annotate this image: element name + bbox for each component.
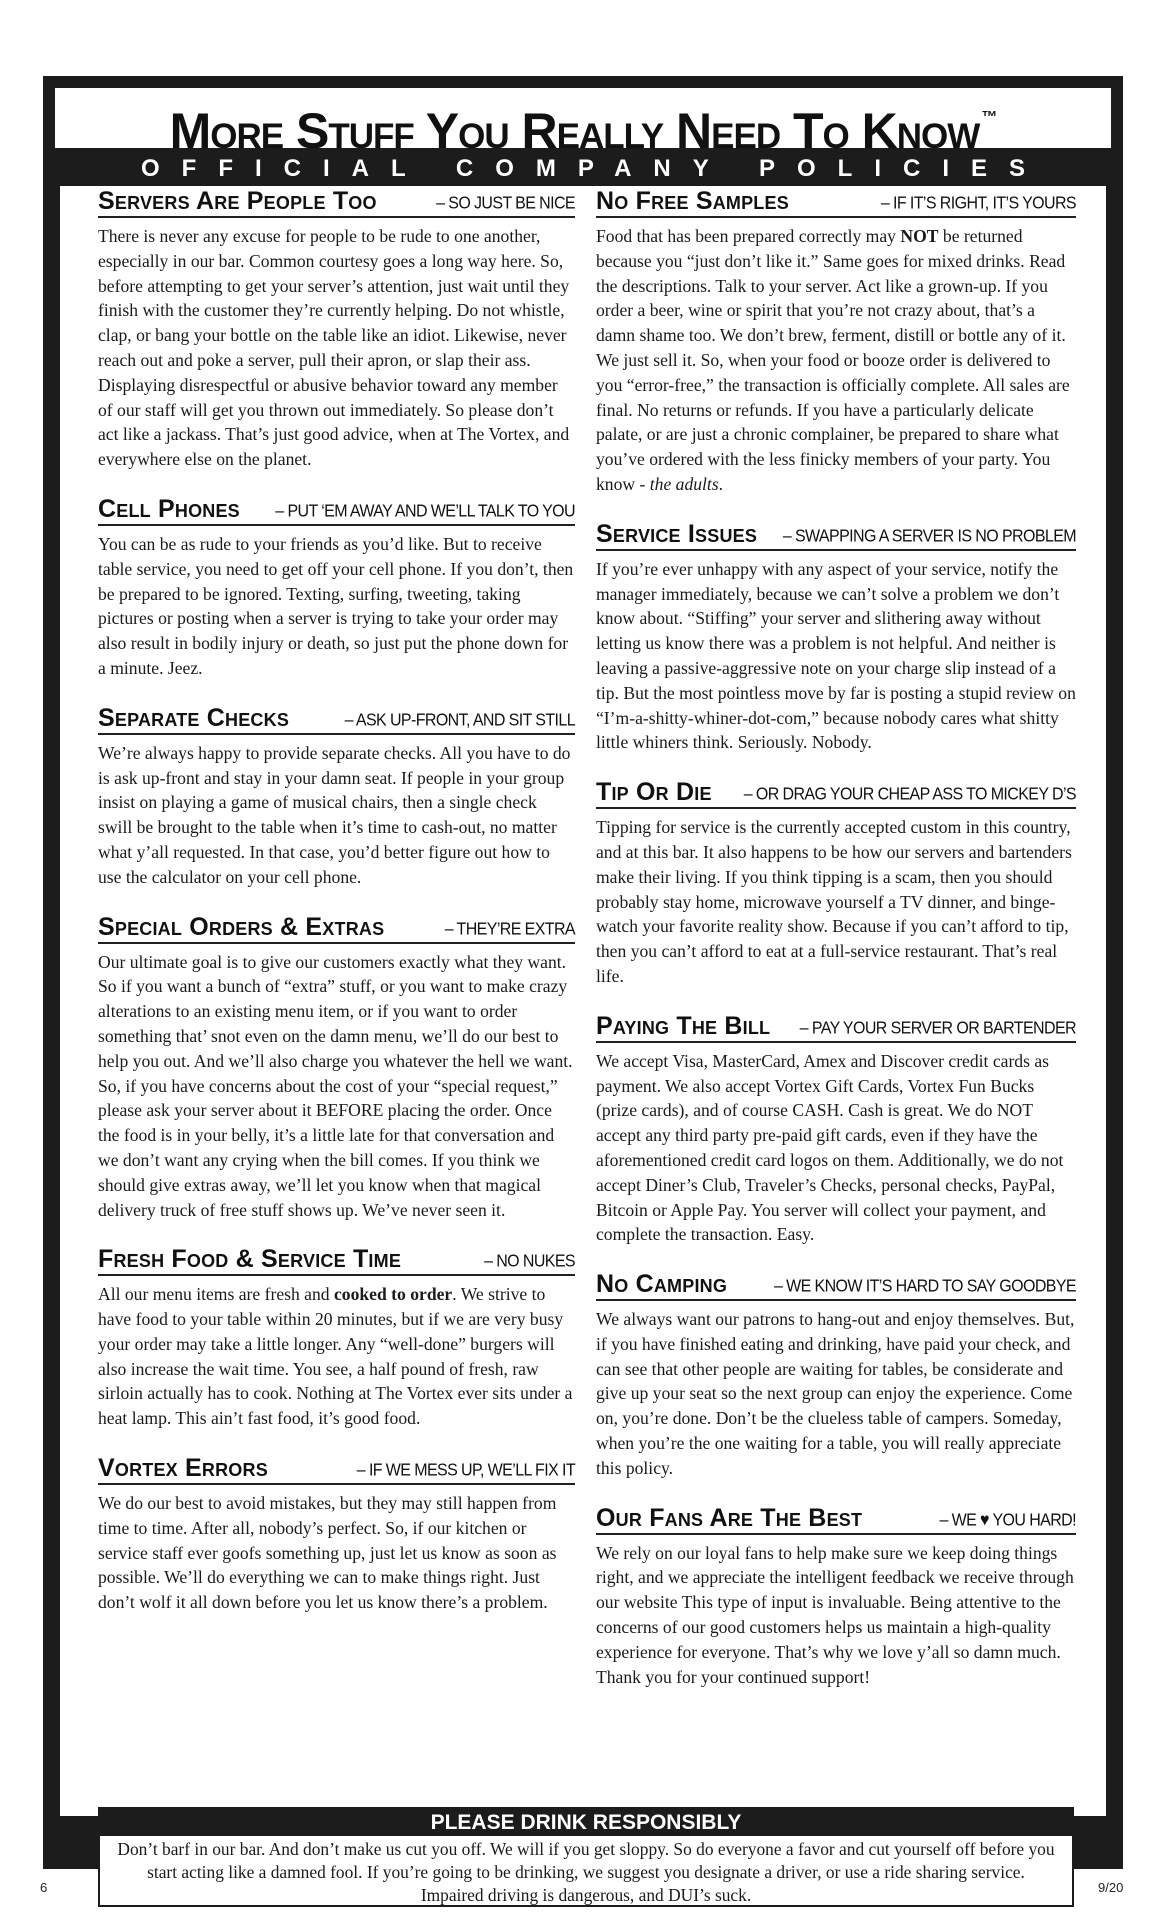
- section-body: All our menu items are fresh and cooked to order. We strive to have food to your table within 20 minutes, but if we are very busy your order may take a little longer. Any “well-done” burgers will also increase the wait time. You see, a half pound of fresh, raw sirloin actually has to cook. Nothing at The Vortex ever sits under a heat lamp. This ain’t fast food, it’s good food.: [98, 1284, 573, 1429]
- section-title: Service Issues: [596, 519, 758, 548]
- section-header: [596, 519, 1076, 551]
- section-body: Our ultimate goal is to give our customers exactly what they want. So if you want a bunch of “extra” stuff, or you want to make crazy alterations to an existing menu item, or if you want to order something that’ snot even on the damn menu, we’ll do our best to help you out. And we’ll also charge you whatever the hell we want. So, if you have concerns about the cost of your “special request,” please ask your server about it BEFORE placing the order. Once the food is in your belly, it’s a little late for that conversation and we don’t want any crying when the bill comes. If you think we should give extras away, we’ll let you know when that magical delivery truck of free stuff shows up. We’ve never seen it.: [98, 951, 573, 1220]
- section-header: [596, 186, 1076, 218]
- section-tagline: – SWAPPING A SERVER IS NO PROBLEM: [782, 526, 1076, 546]
- trademark-symbol: ™: [981, 109, 997, 126]
- section-body: We accept Visa, MasterCard, Amex and Discover credit cards as payment. We also accept Vortex Gift Cards, Vortex Fun Bucks (prize cards), and of course CASH. Cash is great. We do NOT accept any third party pre-paid gift cards, even if they have the aforementioned credit card logos on them. Additionally, we do not accept Diner’s Club, Traveler’s Checks, personal checks, PayPal, Bitcoin or Apple Pay. You server will collect your payment, and complete the transaction. Easy.: [596, 1050, 1064, 1245]
- section-no-camping: [596, 1269, 1076, 1481]
- section-tagline: – IF IT’S RIGHT, IT’S YOURS: [880, 193, 1076, 213]
- section-header: [596, 1503, 1076, 1535]
- section-tagline: – THEY’RE EXTRA: [444, 919, 575, 939]
- section-title: No Free Samples: [596, 187, 789, 215]
- section-header: [98, 494, 575, 526]
- section-cell-phones: [98, 494, 575, 681]
- section-body: We always want our patrons to hang-out and enjoy themselves. But, if you have finished eating and drinking, have paid your check, and can see that other people are waiting for tables, be considerate and give up your seat so the next group can enjoy the experience. Come on, you’re done. Don’t be the clueless table of campers. Someday, when you’re the one waiting for a table, you will really appreciate this policy.: [596, 1309, 1075, 1478]
- section-body: We rely on our loyal fans to help make sure we keep doing things right, and we appreciate the intelligent feedback we receive through our website This type of input is invaluable. Being attentive to the concerns of our good customers helps us maintain a high-quality experience for everyone. That’s why we love y’all so damn much. Thank you for your continued support!: [596, 1542, 1074, 1687]
- date-code: 9/20: [1098, 1880, 1124, 1895]
- section-body: We do our best to avoid mistakes, but they may still happen from time to time. After all, nobody’s perfect. So, if our kitchen or service staff ever goofs something up, just let us know as soon as possible. We’ll do everything we can to make things right. Just don’t wolf it all down before you let us know there’s a problem.: [98, 1493, 557, 1613]
- section-service-issues: [596, 519, 1076, 755]
- page-subtitle: OFFICIAL COMPANY POLICIES: [140, 155, 1048, 182]
- page-number: 6: [40, 1880, 48, 1895]
- section-title: Cell Phones: [98, 494, 240, 523]
- section-vortex-errors: [98, 1453, 575, 1615]
- section-header: [596, 1269, 1076, 1301]
- section-body: You can be as rude to your friends as you’d like. But to receive table service, you need to get off your cell phone. If you don’t, then be prepared to be ignored. Texting, surfing, tweeting, taking pictures or posting when a server is trying to take your order may also result in bodily injury or death, so just put the phone down for a minute. Jeez.: [98, 533, 574, 678]
- section-tagline: – SO JUST BE NICE: [436, 193, 575, 213]
- drink-responsibly-body: Don’t barf in our bar. And don’t make us cut you off. We will if you get sloppy. So do everyone a favor and cut yourself off before you start acting like a damned fool. If you’re going to be drinking, we suggest you designate a driver, or use a ride sharing service. Impaired driving is dangerous, and DUI’s suck.: [117, 1839, 1055, 1905]
- section-title: Separate Checks: [98, 703, 290, 732]
- section-our-fans: [596, 1503, 1076, 1690]
- section-header: [596, 777, 1076, 809]
- section-tagline: – ASK UP-FRONT, AND SIT STILL: [344, 710, 575, 730]
- section-tagline: – IF WE MESS UP, WE’LL FIX IT: [356, 1460, 575, 1480]
- section-title: Paying The Bill: [596, 1011, 771, 1040]
- section-special-orders: [98, 912, 575, 1223]
- section-body: Food that has been prepared correctly may NOT be returned because you “just don’t like it.” Same goes for mixed drinks. Read the descriptions. Talk to your server. Act like a grown-up. If you order a beer, wine or spirit that you’re not crazy about, that’s a damn shame too. We don’t brew, ferment, distill or bottle any of it. We just sell it. So, when your food or booze order is delivered to you “error-free,” the transaction is officially complete. All sales are final. No returns or refunds. If you have a particularly delicate palate, or are just a chronic complainer, be prepared to share what you’ve ordered with the less finicky members of your party. You know - the adults.: [596, 226, 1070, 494]
- section-tagline: – PUT ‘EM AWAY AND WE’LL TALK TO YOU: [275, 501, 575, 521]
- masthead: [55, 88, 1111, 159]
- emphasis-italic: the adults: [649, 473, 719, 494]
- section-header: [98, 912, 575, 944]
- section-header: [98, 186, 575, 218]
- section-header: [98, 703, 575, 735]
- section-tagline: – OR DRAG YOUR CHEAP ASS TO MICKEY D’S: [743, 784, 1076, 804]
- emphasis-bold: NOT: [900, 226, 939, 246]
- section-fresh-food: [98, 1244, 575, 1431]
- section-body: There is never any excuse for people to be rude to one another, especially in our bar. Common courtesy goes a long way here. So, before attempting to get your server’s attention, just wait until they finish with the customer they’re currently helping. Do not whistle, clap, or bang your bottle on the table like an idiot. Likewise, never reach out and poke a server, pull their apron, or slap their ass. Displaying disrespectful or abusive behavior toward any member of our staff will get you thrown out immediately. So please don’t act like a jackass. That’s just good advice, when at The Vortex, and everywhere else on the planet.: [98, 226, 570, 470]
- page-title: More Stuff You Really Need To Know ™: [169, 103, 997, 159]
- section-body: We’re always happy to provide separate checks. All you have to do is ask up-front and stay in your damn seat. If people in your group insist on playing a game of musical chairs, then a single check swill be brought to the table when it’s time to cash-out, no matter what y’all requested. In that case, you’d better figure out how to use the calculator on your cell phone.: [98, 742, 571, 887]
- section-tagline: – NO NUKES: [484, 1252, 575, 1272]
- section-header: [98, 1244, 575, 1276]
- section-body: Tipping for service is the currently accepted custom in this country, and at this bar. It also happens to be how our servers and bartenders make their living. If you think tipping is a scam, then you should probably stay home, microwave yourself a TV dinner, and binge-watch your favorite reality show. Because if you can’t afford to tip, then you can’t afford to eat at a full-service restaurant. That’s real life.: [596, 817, 1072, 986]
- section-header: [98, 1453, 575, 1485]
- section-separate-checks: [98, 703, 575, 890]
- section-title: Vortex Errors: [98, 1454, 268, 1483]
- emphasis-bold: cooked to order: [333, 1284, 453, 1305]
- section-title: Fresh Food & Service Time: [98, 1245, 402, 1274]
- section-no-free-samples: [596, 186, 1076, 497]
- section-title: Tip Or Die: [596, 778, 712, 807]
- section-title: Special Orders & Extras: [98, 912, 385, 941]
- section-body: If you’re ever unhappy with any aspect of your service, notify the manager immediately, because we can’t solve a problem we don’t know about. “Stiffing” your server and slithering away without letting us know there was a problem is not helpful. And neither is leaving a passive-aggressive note on your charge slip instead of a tip. But the most pointless move by far is posting a stupid review on “I’m-a-shitty-whiner-dot-com,” because nobody cares what shitty little whiners think. Seriously. Nobody.: [596, 558, 1076, 753]
- policies-content: [60, 186, 1106, 1816]
- section-servers-are-people-too: [98, 186, 575, 472]
- section-title: Our Fans Are The Best: [596, 1503, 863, 1532]
- section-paying-the-bill: [596, 1011, 1076, 1247]
- section-title: Servers Are People Too: [98, 187, 377, 215]
- drink-responsibly-box: [98, 1807, 1074, 1907]
- drink-responsibly-title: PLEASE DRINK RESPONSIBLY: [100, 1809, 1072, 1836]
- section-tagline: – WE KNOW IT’S HARD TO SAY GOODBYE: [773, 1276, 1076, 1296]
- section-tip-or-die: [596, 777, 1076, 989]
- right-column: [596, 186, 1076, 1711]
- section-tagline: – WE ♥ YOU HARD!: [939, 1510, 1076, 1530]
- left-column: [98, 186, 575, 1637]
- section-title: No Camping: [596, 1270, 728, 1299]
- section-header: [596, 1011, 1076, 1043]
- section-tagline: – PAY YOUR SERVER OR BARTENDER: [799, 1018, 1076, 1038]
